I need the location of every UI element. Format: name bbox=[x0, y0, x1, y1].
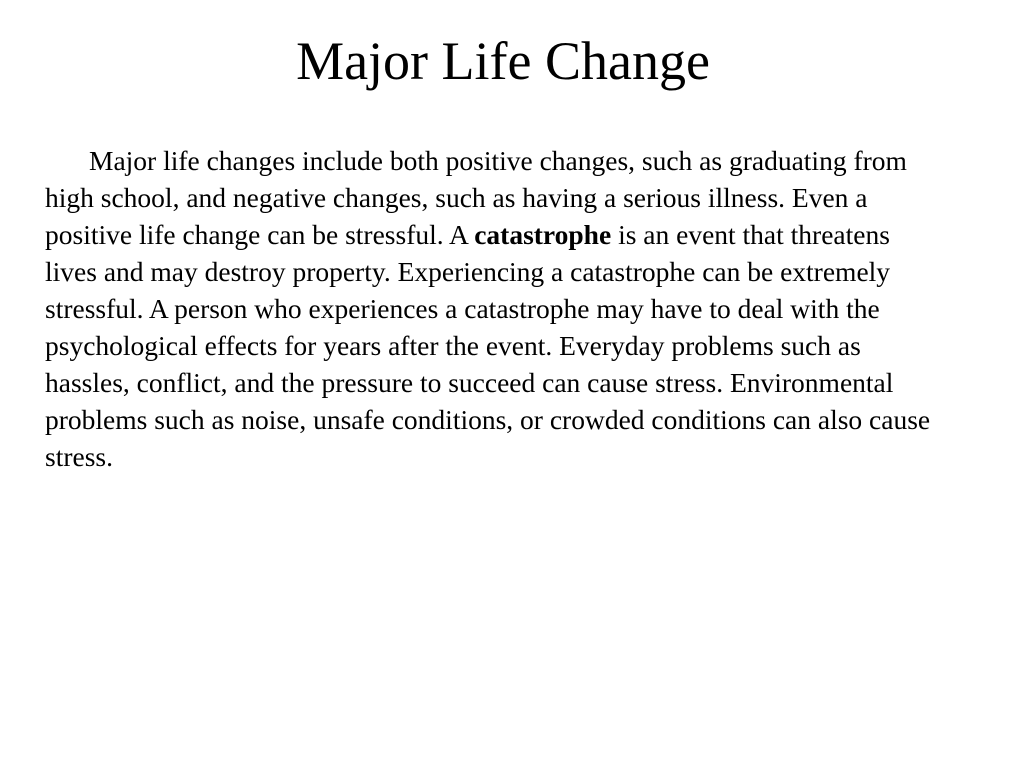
key-term-catastrophe: catastrophe bbox=[474, 219, 612, 250]
slide-title: Major Life Change bbox=[296, 31, 710, 91]
body-paragraph bbox=[45, 142, 935, 475]
body-text-rest: is an event that threatens lives and may destroy property. Experiencing a catastrophe can be extremely stressful. A person who experiences a catastrophe may have to deal with the psychological effects for years after the event. Everyday problems such as hassles, conflict, and the pressure to succeed can cause stress. Environmental problems such as noise, unsafe conditions, or crowded conditions can also cause stress. bbox=[45, 219, 931, 472]
body-text-intro: Major life changes include both positive changes, such as graduating from high school, and negative changes, such as having a serious illness. Even a positive life change can be stressful. A bbox=[45, 145, 907, 250]
